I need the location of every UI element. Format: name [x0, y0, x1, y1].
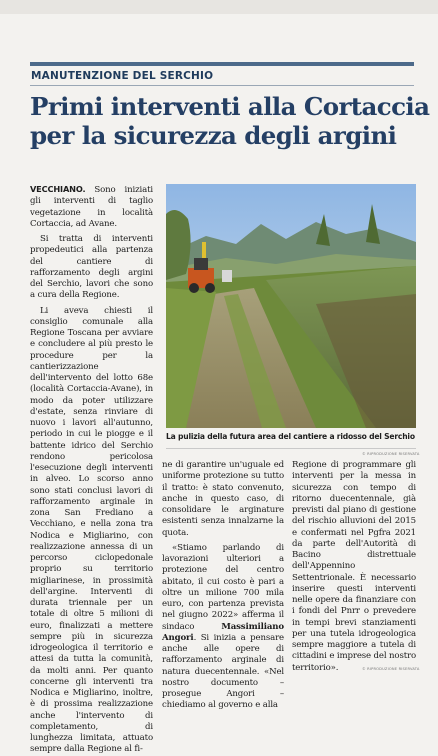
photo-credit: © RIPRODUZIONE RISERVATA	[362, 452, 420, 456]
paragraph: ne di garantire un'uguale ed uniforme protezione su tutto il tratto: è stato convenuto, anche in questo caso, di consolidare le arginature esistenti senza innalzarne la quota.	[162, 460, 284, 538]
headline-line-2: per la sicurezza degli argini	[30, 121, 397, 150]
lead-text: Sono iniziati gli interventi di taglio vegetazione in località Cortaccia, ad Avane.	[30, 185, 153, 229]
section-divider	[30, 85, 414, 86]
article-column-1	[30, 184, 153, 756]
dateline: VECCHIANO.	[30, 184, 86, 194]
riverbank-photo-image	[166, 184, 416, 428]
quote-paragraph	[162, 543, 284, 712]
article-headline	[30, 92, 430, 150]
mayor-name: Massimiliano Angori	[162, 621, 284, 643]
quote-text: «Stiamo parlando di lavorazioni ulteriori a protezione del centro abitato, il cui costo è pari a oltre un milione 700 mila euro, con partenza prevista nel giugno 2022» afferma il sindaco	[162, 542, 284, 632]
article-photo	[166, 184, 416, 428]
caption-divider	[166, 448, 416, 449]
quote-text-end: . Si inizia a pensare anche alle opere di rafforzamento arginale di natura duecentennale. «Nel nostro documento – prosegue Angori – chiediamo al governo e alla	[162, 632, 284, 711]
photo-caption: La pulizia della futura area del cantiere a ridosso del Serchio	[166, 432, 415, 441]
paragraph: Regione di programmare gli interventi per la messa in sicurezza con tempo di ritorno duecentennale, già previsti dal piano di gestione del rischio alluvioni del 2015 e confermati nel Pgfra 2021 da parte dell'Autorità di Bacino distrettuale dell'Appennino Settentrionale. È necessario inserire questi interventi nelle opere da finanziare con i fondi del Pnrr o prevedere in tempi brevi stanziamenti per una tutela idrogeologica sempre maggiore a tutela di cittadini e imprese del nostro territorio».	[292, 460, 416, 673]
section-rule	[30, 62, 414, 66]
footer-credit: © RIPRODUZIONE RISERVATA	[362, 667, 420, 671]
article-column-2	[162, 460, 284, 712]
top-band	[0, 0, 438, 14]
article-column-3	[292, 460, 416, 674]
lead-paragraph	[30, 184, 153, 230]
headline-line-1: Primi interventi alla Cortaccia	[30, 92, 430, 121]
paragraph: Li aveva chiesti il consiglio comunale alla Regione Toscana per avviare e concludere al più presto le procedure per la cantierizzazione dell'intervento del lotto 68e (località Cortaccia-Avane), in modo da poter utilizzare d'estate, senza rinviare di nuovo i lavori all'autunno, periodo in cui le piogge e il battente idrico del Serchio rendono pericolosa l'esecuzione degli interventi in alveo. Lo scorso anno sono stati conclusi lavori di rafforzamento arginale in zona San Frediano a Vecchiano, e nella zona tra Nodica e Migliarino, con realizzazione annessa di un percorso ciclopedonale proprio su territorio migliarinese, in prossimità dell'argine. Interventi di durata triennale per un totale di oltre 5 milioni di euro, finalizzati a mettere sempre più in sicurezza idrogeologica il territorio e attesi da tutta la comunità, da molti anni. Per quanto concerne gli interventi tra Nodica e Migliarino, inoltre, è di prossima realizzazione anche l'intervento di completamento, di lunghezza limitata, attuato sempre dalla Regione al fi-	[30, 305, 153, 755]
paragraph: Si tratta di interventi propedeutici alla partenza del cantiere di rafforzamento degli argini del Serchio, lavori che sono a cura della Regione.	[30, 234, 153, 301]
section-kicker: MANUTENZIONE DEL SERCHIO	[31, 70, 214, 82]
